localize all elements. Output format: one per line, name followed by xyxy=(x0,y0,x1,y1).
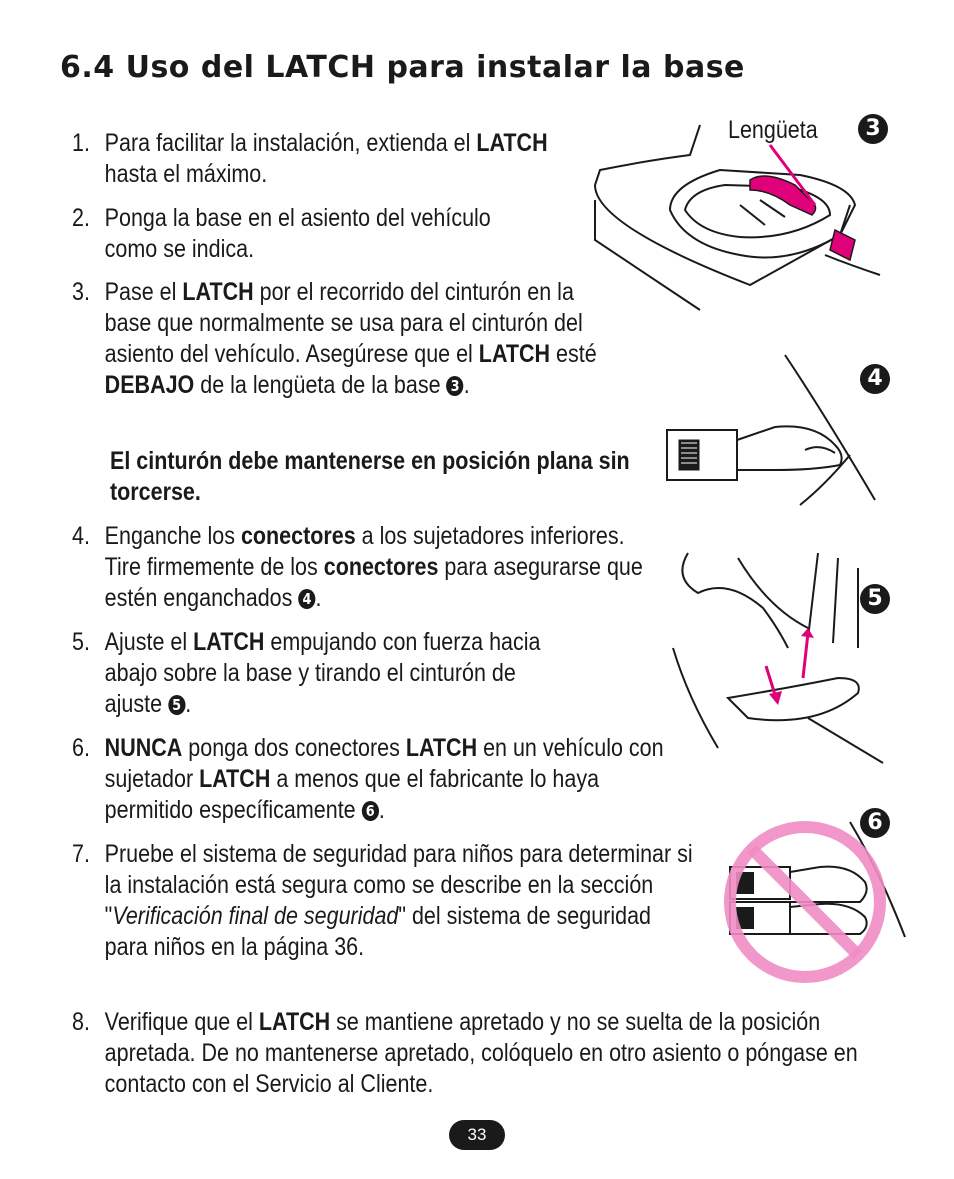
step-6: 6. NUNCA ponga dos conectores LATCH en un vehículo con sujetador LATCH a menos que el fabricante lo haya permitido específicamente 6 . xyxy=(72,734,664,824)
step-1: 1. Para facilitar la instalación, extienda el LATCH hasta el máximo. xyxy=(72,129,548,188)
step-number: 8. xyxy=(72,1008,90,1036)
figure-6-prohibited-illustration xyxy=(700,812,910,992)
callout-ref-4: 4 xyxy=(298,589,315,609)
step-number: 6. xyxy=(72,734,90,762)
step-number: 2. xyxy=(72,204,90,232)
tab-label: Lengüeta xyxy=(728,116,818,144)
figure-callout-4: 4 xyxy=(860,364,890,394)
step-2: 2. Ponga la base en el asiento del vehículo como se indica. xyxy=(72,204,491,263)
step-4: 4. Enganche los conectores a los sujetadores inferiores. Tire firmemente de los conectores para asegurarse que estén enganchados 4 . xyxy=(72,522,643,612)
callout-ref-6: 6 xyxy=(362,801,379,821)
callout-ref-5: 5 xyxy=(168,695,185,715)
step-3: 3. Pase el LATCH por el recorrido del cinturón en la base que normalmente se usa para el cinturón del asiento del vehículo. Asegúrese que el LATCH esté DEBAJO de la lengüeta de la base 3 . xyxy=(72,278,597,399)
step-number: 7. xyxy=(72,840,90,868)
step-number: 5. xyxy=(72,628,90,656)
step-number: 4. xyxy=(72,522,90,550)
step-8: 8. Verifique que el LATCH se mantiene apretado y no se suelta de la posición apretada. De no mantenerse apretado, colóquelo en otro asiento o póngase en contacto con el Servicio al Cliente. xyxy=(72,1008,858,1098)
figure-callout-6: 6 xyxy=(860,808,890,838)
step-7: 7. Pruebe el sistema de seguridad para niños para determinar si la instalación está segura como se describe en la sección "Verificación final de seguridad" del sistema de seguridad para niños en la página 36. xyxy=(72,840,693,961)
page-number: 33 xyxy=(449,1120,505,1150)
figure-callout-5: 5 xyxy=(860,584,890,614)
figure-5-adjust-illustration xyxy=(668,548,888,753)
step-number: 3. xyxy=(72,278,90,306)
callout-ref-3: 3 xyxy=(447,376,464,396)
figure-4-connector-illustration xyxy=(665,355,880,505)
step-5: 5. Ajuste el LATCH empujando con fuerza hacia abajo sobre la base y tirando el cinturón de ajuste 5 . xyxy=(72,628,541,718)
step-number: 1. xyxy=(72,129,90,157)
figure-callout-3: 3 xyxy=(858,114,888,144)
page-title: 6.4 Uso del LATCH para instalar la base xyxy=(60,50,745,85)
figure-3-base-illustration xyxy=(590,125,900,315)
step-3-note: El cinturón debe mantenerse en posición plana sin torcerse. xyxy=(110,447,630,506)
